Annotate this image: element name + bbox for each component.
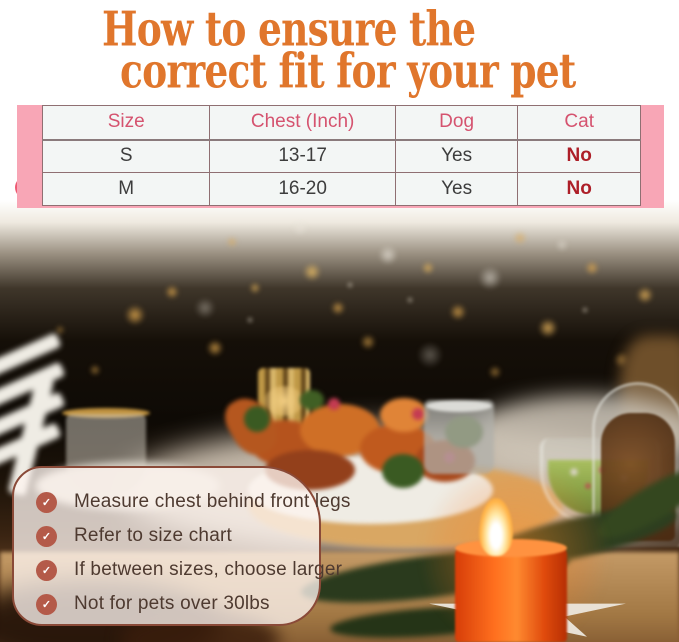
cell-size: S xyxy=(43,140,210,173)
checklist-item xyxy=(36,587,319,621)
cell-cat: No xyxy=(518,140,641,173)
checklist-item-label: If between sizes, choose larger xyxy=(74,559,343,580)
table-row-size-m xyxy=(43,173,641,206)
checklist-item xyxy=(36,519,319,553)
cell-chest: 16-20 xyxy=(210,173,395,206)
fit-tips-panel xyxy=(12,466,351,626)
check-icon: ✓ xyxy=(36,594,57,615)
size-chart xyxy=(17,105,664,208)
size-chart-table xyxy=(42,105,641,206)
cell-dog: Yes xyxy=(395,140,518,173)
size-chart-header-row xyxy=(43,106,641,140)
table-header-chest: Chest (Inch) xyxy=(210,106,395,140)
page-title xyxy=(0,0,679,100)
table-header-size: Size xyxy=(43,106,210,140)
checklist-item-label: Refer to size chart xyxy=(74,525,232,546)
cell-size: M xyxy=(43,173,210,206)
table-row-size-s xyxy=(43,140,641,173)
check-icon: ✓ xyxy=(36,560,57,581)
check-icon: ✓ xyxy=(36,526,57,547)
title-line-2: correct fit for your pet xyxy=(120,43,576,100)
table-header-dog: Dog xyxy=(395,106,518,140)
glass-votive xyxy=(424,400,494,474)
title-line-1: How to ensure the xyxy=(102,1,476,58)
checklist-item xyxy=(36,485,351,519)
red-candle xyxy=(455,545,567,642)
check-icon: ✓ xyxy=(36,492,57,513)
checklist-item-label: Measure chest behind front legs xyxy=(74,491,351,512)
checklist-item-label: Not for pets over 30lbs xyxy=(74,593,270,614)
checklist-item xyxy=(36,553,343,587)
cell-cat: No xyxy=(518,173,641,206)
table-header-cat: Cat xyxy=(518,106,641,140)
cell-dog: Yes xyxy=(395,173,518,206)
cell-chest: 13-17 xyxy=(210,140,395,173)
